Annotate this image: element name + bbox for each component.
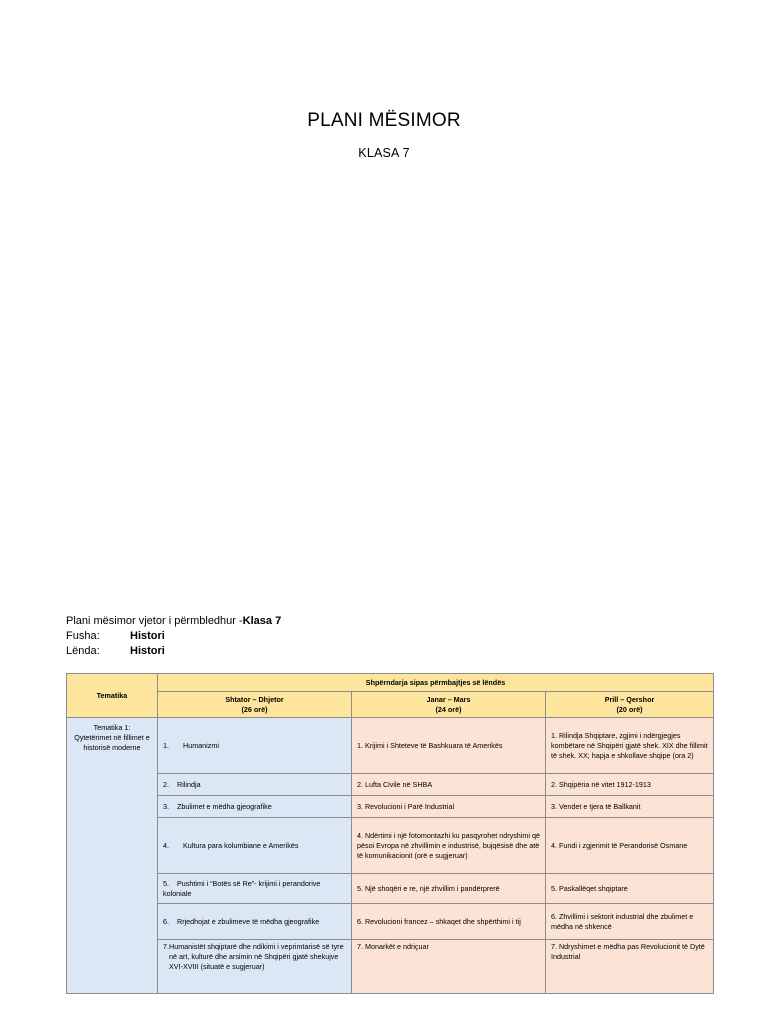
table-row xyxy=(67,874,714,904)
period-hours: (20 orë) xyxy=(616,704,643,714)
term2-cell: 5. Një shoqëri e re, një zhvillim i pandërprerë xyxy=(352,874,546,904)
term1-cell xyxy=(158,774,352,796)
field-value: Histori xyxy=(130,630,165,642)
period-hours: (24 orë) xyxy=(435,704,462,714)
period-hours: (26 orë) xyxy=(241,704,268,714)
period-name: Shtator – Dhjetor xyxy=(225,694,284,704)
term2-cell: 7. Monarkët e ndriçuar xyxy=(352,940,546,994)
term1-topic: Pushtimi i “Botës së Re”- krijimi i perandorive koloniale xyxy=(163,878,321,898)
table-row xyxy=(67,718,714,774)
page-title: PLANI MËSIMOR xyxy=(307,110,461,131)
term3-cell: 1. Rilindja Shqiptare, zgjimi i ndërgjegjes kombëtare në Shqipëri gjatë shek. XIX dhe fillimit të shek. XX; hapja e shkollave shqipe (ora 2) xyxy=(546,718,714,774)
term3-cell: 3. Vendet e tjera të Ballkanit xyxy=(546,796,714,818)
table-header-row xyxy=(67,674,714,692)
subject-value: Histori xyxy=(130,645,165,657)
term1-topic: Rrjedhojat e zbulimeve të mëdha gjeografike xyxy=(177,916,320,926)
table-row xyxy=(67,940,714,994)
period-header-row xyxy=(67,692,714,718)
summary-prefix: Plani mësimor vjetor i përmbledhur - xyxy=(66,615,243,627)
period-name: Prill – Qershor xyxy=(604,694,655,704)
term1-cell xyxy=(158,904,352,940)
tematika-header: Tematika xyxy=(67,674,158,718)
field-label: Fusha: xyxy=(66,630,100,642)
period-header xyxy=(352,692,546,718)
term1-cell xyxy=(158,940,352,994)
term1-topic: Humanizmi xyxy=(183,740,219,750)
subject-label: Lënda: xyxy=(66,645,100,657)
row-number: 1. xyxy=(163,740,169,750)
term2-cell: 2. Lufta Civile në SHBA xyxy=(352,774,546,796)
term3-cell: 4. Fundi i zgjerimit të Perandorisë Osmane xyxy=(546,818,714,874)
term1-cell xyxy=(158,796,352,818)
row-number: 2. xyxy=(163,779,169,789)
term3-cell: 7. Ndryshimet e mëdha pas Revolucionit të Dytë Industrial xyxy=(546,940,714,994)
term3-cell: 6. Zhvillimi i sektorit industrial dhe zbulimet e mëdha në shkencë xyxy=(546,904,714,940)
plan-table xyxy=(66,673,714,994)
term3-cell: 5. Paskallëqet shqiptare xyxy=(546,874,714,904)
row-number: 4. xyxy=(163,840,169,850)
field-line xyxy=(66,629,281,644)
term2-cell: 3. Revolucioni i Parë Industrial xyxy=(352,796,546,818)
tematika-1-label: Tematika 1: xyxy=(93,723,131,732)
table-row xyxy=(67,774,714,796)
term1-topic: Zbulimet e mëdha gjeografike xyxy=(177,801,272,811)
row-number: 3. xyxy=(163,801,169,811)
summary-class: Klasa 7 xyxy=(242,615,282,627)
subject-line xyxy=(66,644,281,659)
term1-topic: Kultura para kolumbiane e Amerikës xyxy=(183,840,299,850)
summary-line xyxy=(66,614,281,629)
row-number: 5. xyxy=(163,878,169,888)
term1-topic: Rilindja xyxy=(177,779,201,789)
table-row xyxy=(67,818,714,874)
term2-cell: 6. Revolucioni francez – shkaqet dhe shpërthimi i tij xyxy=(352,904,546,940)
period-name: Janar – Mars xyxy=(426,694,471,704)
term1-cell xyxy=(158,874,352,904)
term2-cell: 4. Ndërtimi i një fotomontazhi ku pasqyrohet ndryshimi që pësoi Evropa në zhvillimin e industrisë, bujqësisë dhe atë të komunikacionit (orë e sugjeruar) xyxy=(352,818,546,874)
page-subtitle: KLASA 7 xyxy=(358,146,410,160)
distribution-header: Shpërndarja sipas përmbajtjes së lëndës xyxy=(158,674,714,692)
term2-cell: 1. Krijimi i Shteteve të Bashkuara të Amerikës xyxy=(352,718,546,774)
term1-topic: Humanistët shqiptarë dhe ndikimi i veprimtarisë së tyre në art, kulturë dhe arsimin në Shqipëri gjatë shekujve XVI-XVIII (situatë e sugjeruar) xyxy=(169,942,344,971)
tematika-1-title: Qytetërimet në fillimet e historisë moderne xyxy=(74,733,150,752)
plan-meta xyxy=(66,614,281,659)
period-header xyxy=(158,692,352,718)
table-row xyxy=(67,796,714,818)
table-row xyxy=(67,904,714,940)
term3-cell: 2. Shqipëria në vitet 1912-1913 xyxy=(546,774,714,796)
term1-cell xyxy=(158,818,352,874)
row-number: 7. xyxy=(163,942,169,951)
period-header xyxy=(546,692,714,718)
row-number: 6. xyxy=(163,916,169,926)
tematika-1-cell xyxy=(67,718,158,994)
term1-cell xyxy=(158,718,352,774)
